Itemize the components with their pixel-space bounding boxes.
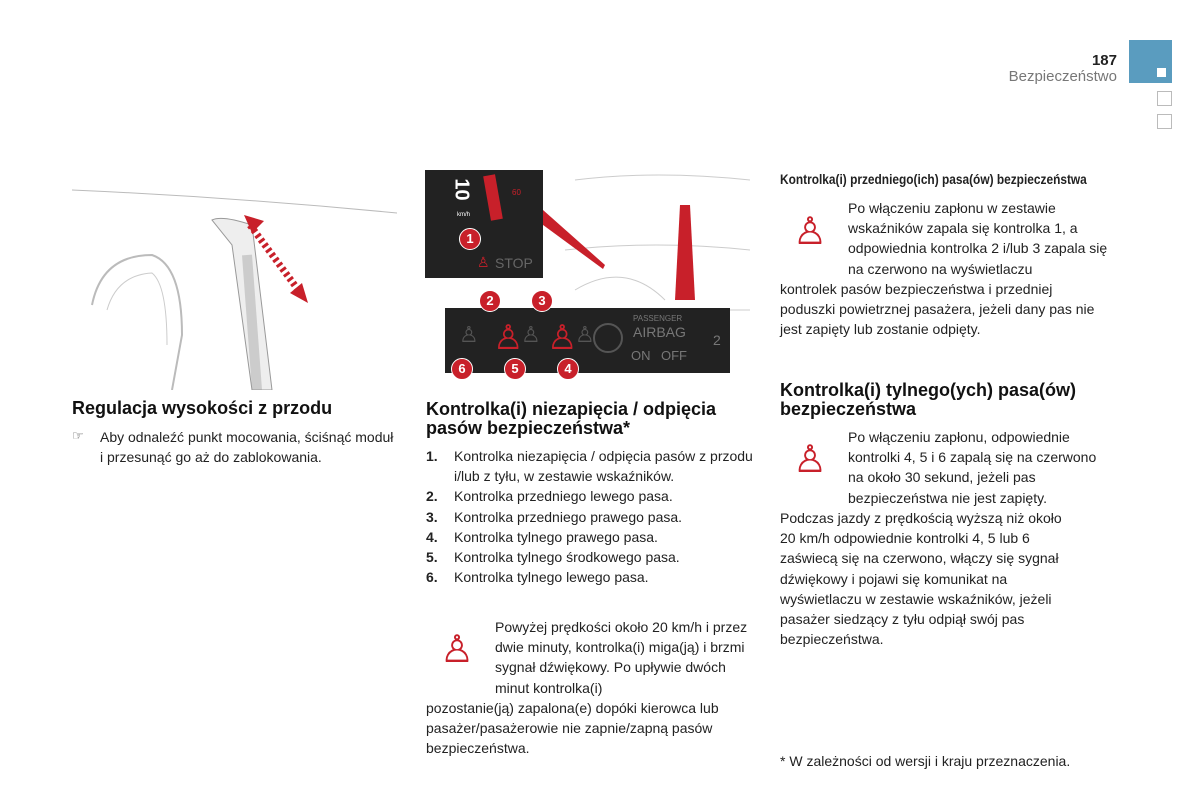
front-belt-text-cont: kontrolek pasów bezpieczeństwa i przedniej poduszki powietrznej pasażera, jeżeli dany pas nie jest zapięty lub zostanie odpięty. — [780, 281, 1095, 338]
warning-lights-figure — [425, 170, 750, 385]
stop-label: STOP — [495, 255, 533, 271]
seatbelt-icon-rear-center: ♙ — [521, 322, 541, 347]
speed-unit: km/h — [457, 212, 471, 218]
seatbelt-icon-rear-left: ♙ — [459, 322, 479, 347]
seatbelt-icon-rear-right: ♙ — [575, 322, 595, 347]
airbag-off-icon — [593, 323, 623, 353]
section-title: Bezpieczeństwo — [1008, 68, 1117, 85]
speed-mark: 10 — [450, 178, 473, 201]
list-item: 2. Kontrolka przedniego lewego pasa. — [426, 488, 673, 505]
seatbelt-icon: ♙ — [477, 254, 490, 270]
seatbelt-height-illustration — [72, 185, 397, 390]
list-item: 6. Kontrolka tylnego lewego pasa. — [426, 569, 649, 586]
speed-band — [483, 174, 503, 220]
badge-2: 2 — [479, 290, 501, 312]
speed-mark: 60 — [512, 188, 521, 197]
instrument-cluster — [425, 170, 543, 278]
right-subheading: Kontrolka(i) przedniego(ich) pasa(ów) bezpieczeństwa — [780, 171, 1087, 187]
bullet-icon: ☞ — [72, 428, 84, 443]
left-body: Aby odnaleźć punkt mocowania, ściśnąć moduł i przesunąć go aż do zablokowania. — [100, 429, 394, 466]
passenger-label: PASSENGER — [633, 314, 683, 323]
middle-note: Powyżej prędkości około 20 km/h i przez dwie minuty, kontrolka(i) miga(ją) i brzmi sygnał dźwiękowy. Po upływie dwóch minut kontrolka(i) — [495, 619, 748, 696]
footnote: * W zależności od wersji i kraju przeznaczenia. — [780, 753, 1071, 769]
off-label: OFF — [661, 348, 687, 363]
seatbelt-warning-icon: ♙ — [440, 629, 475, 671]
badge-1: 1 — [459, 228, 481, 250]
badge-5: 5 — [504, 358, 526, 380]
badge-3: 3 — [531, 290, 553, 312]
page-number: 187 — [1091, 52, 1117, 69]
middle-note-cont: pozostanie(ją) zapalona(e) dopóki kierowca lub pasażer/pasażerowie nie zapnie/zapną pasów bezpieczeństwa. — [426, 700, 719, 757]
list-item: 3. Kontrolka przedniego prawego pasa. — [426, 508, 683, 525]
list-item: 5. Kontrolka tylnego środkowego pasa. — [426, 549, 680, 566]
section-tab — [1129, 40, 1172, 83]
on-label: ON — [631, 348, 651, 363]
tab-marker — [1157, 114, 1172, 129]
list-item: 4. Kontrolka tylnego prawego pasa. — [426, 528, 658, 545]
indicator-list — [426, 446, 756, 587]
airbag-symbol: 2 — [713, 332, 721, 348]
seatbelt-airbag-display — [445, 308, 730, 373]
seatbelt-warning-icon: ♙ — [793, 439, 828, 481]
seatbelt-icon-front-left: ♙ — [493, 319, 524, 357]
rear-belt-text: Po włączeniu zapłonu, odpowiednie kontrolki 4, 5 i 6 zapalą się na czerwono na około 30 sekund, jeżeli pas bezpieczeństwa nie jest zapięty. — [848, 429, 1097, 506]
rear-heading: Kontrolka(i) tylnego(ych) pasa(ów) bezpieczeństwa — [780, 380, 1077, 419]
rear-belt-text-cont: Podczas jazdy z prędkością wyższą niż około 20 km/h odpowiednie kontrolki 4, 5 lub 6 zaświecą się na czerwono, włączy się sygnał dźwiękowy i pojawi się komunikat na wyświetlaczu w zestawie wskaźników, jeżeli pasażer siedzący z tyłu odpiął swój pas bezpieczeństwa. — [780, 510, 1062, 648]
badge-4: 4 — [557, 358, 579, 380]
front-belt-text: Po włączeniu zapłonu w zestawie wskaźników zapala się kontrolka 1, a odpowiednia kontrolka 2 i/lub 3 zapala się na czerwono na wyświetlaczu — [848, 200, 1108, 277]
middle-heading: Kontrolka(i) niezapięcia / odpięcia pasów bezpieczeństwa* — [426, 399, 717, 438]
airbag-label: AIRBAG — [633, 324, 686, 340]
list-item: 1. Kontrolka niezapięcia / odpięcia pasów z przodu i/lub z tyłu, w zestawie wskaźników. — [426, 448, 753, 485]
tab-marker — [1157, 91, 1172, 106]
left-heading: Regulacja wysokości z przodu — [72, 398, 333, 418]
seatbelt-warning-icon: ♙ — [793, 211, 828, 253]
seatbelt-icon-front-right: ♙ — [547, 319, 578, 357]
badge-6: 6 — [451, 358, 473, 380]
